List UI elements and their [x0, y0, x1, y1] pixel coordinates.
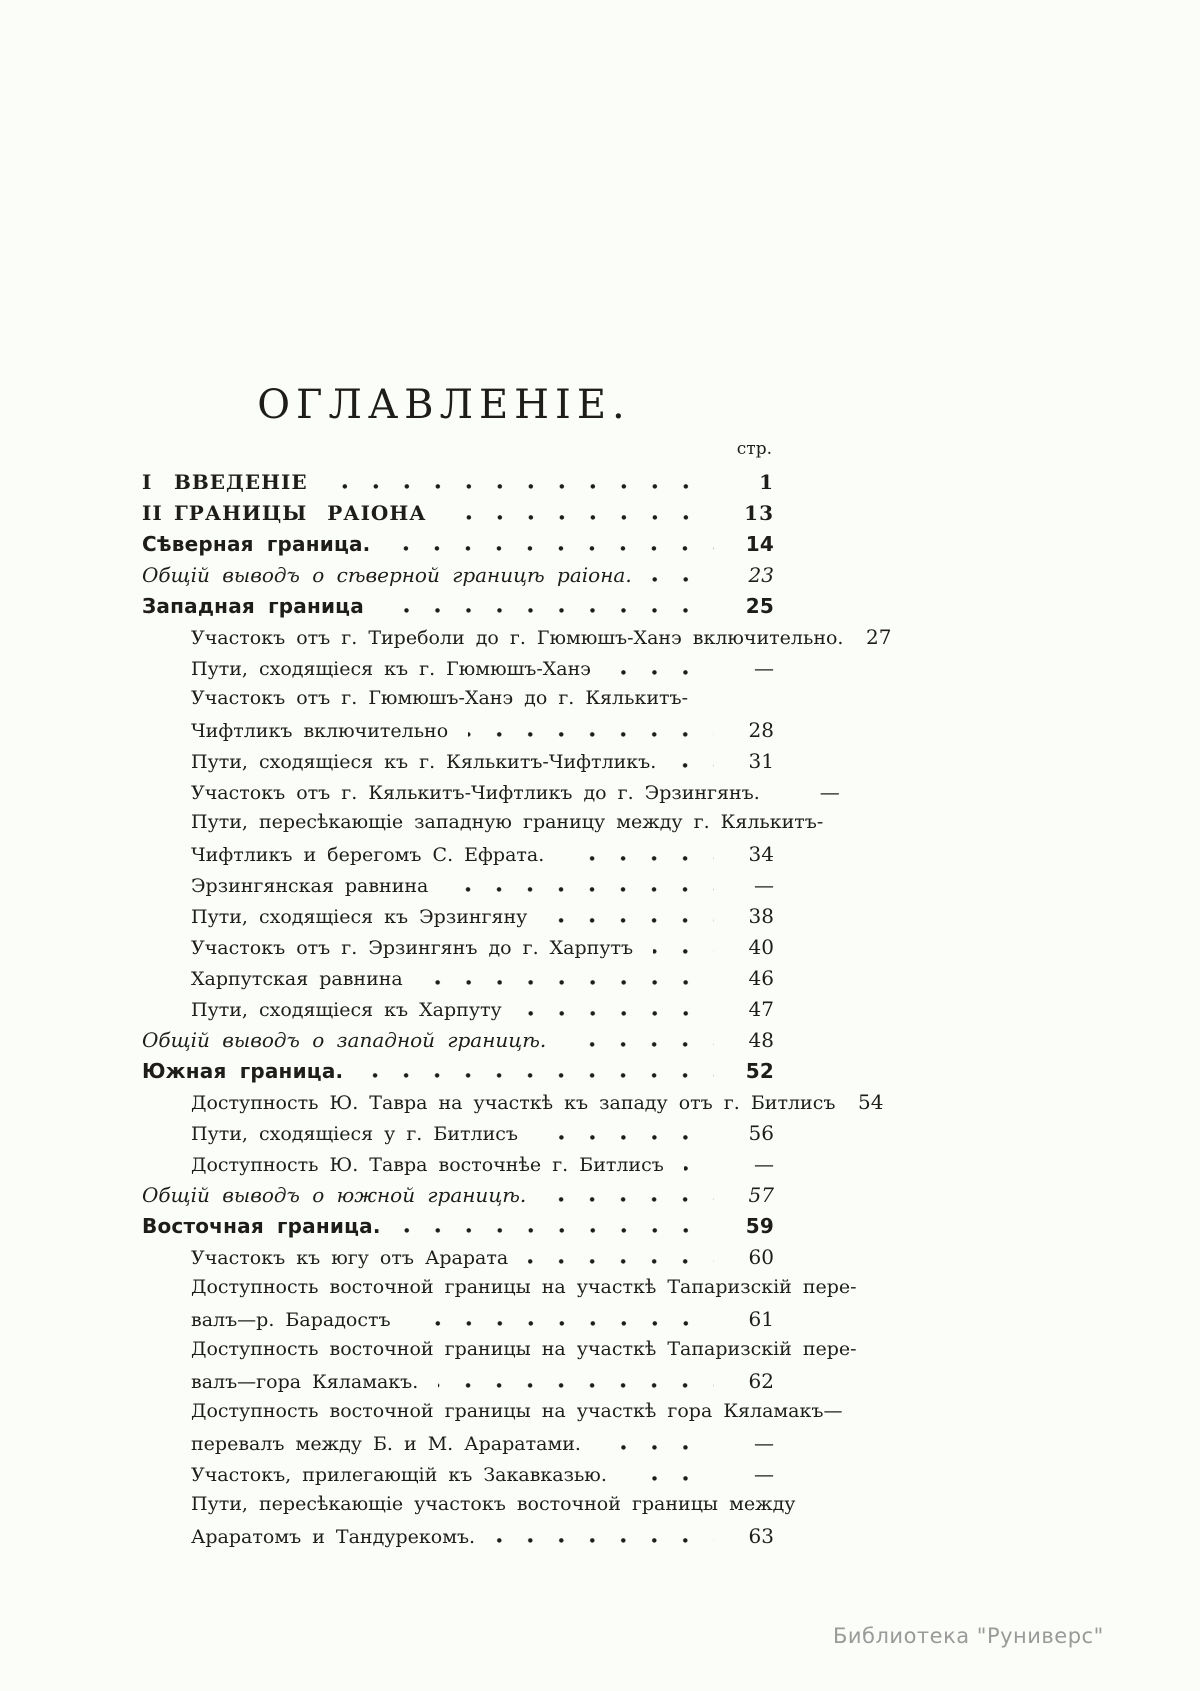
toc-row [142, 470, 774, 501]
toc-entry-text: валъ—гора Кяламакъ. [191, 1371, 419, 1393]
toc-row [142, 594, 774, 625]
toc-page-number: — [754, 1152, 774, 1176]
toc-entry-text: Доступность восточной границы на участкѣ Тапаризскій пере- [191, 1276, 857, 1298]
toc-row [142, 873, 774, 904]
dot-leader [653, 949, 714, 954]
toc-row [142, 1369, 774, 1400]
dot-leader [627, 1476, 714, 1481]
toc-entry-text: Араратомъ и Тандурекомъ. [191, 1526, 476, 1548]
dot-leader [566, 1042, 714, 1047]
toc-row [142, 718, 774, 749]
dot-leader [611, 670, 714, 675]
dot-leader [684, 1166, 714, 1171]
toc-entry-text: Общій выводъ о западной границѣ. [142, 1028, 547, 1052]
dot-leader [438, 1383, 714, 1388]
toc-entry-text: Доступность Ю. Тавра восточнѣе г. Битлисъ [191, 1154, 664, 1176]
toc-row [142, 1059, 774, 1090]
toc-entry-text: Южная граница. [142, 1059, 344, 1083]
toc-page-number: 60 [748, 1245, 774, 1269]
toc-entry-text: Участокъ отъ г. Эрзингянъ до г. Харпутъ [191, 937, 634, 959]
toc-entry-text: Доступность восточной границы на участкѣ гора Кяламакъ— [191, 1400, 843, 1422]
dot-leader [601, 1445, 714, 1450]
toc-row [142, 997, 774, 1028]
table-of-contents [142, 470, 892, 1555]
toc-page-number: 46 [748, 966, 774, 990]
toc-entry-text: Общій выводъ о сѣверной границѣ раіона. [142, 563, 632, 587]
toc-page-number: 1 [759, 470, 774, 494]
page-title: ОГЛАВЛЕНІЕ. [257, 382, 631, 428]
dot-leader [468, 732, 714, 737]
dot-leader [495, 1538, 714, 1543]
toc-page-number: — [754, 656, 774, 680]
toc-page-number: 47 [748, 997, 774, 1021]
dot-leader [528, 1259, 714, 1264]
toc-row [142, 1183, 774, 1214]
toc-row [142, 1493, 796, 1524]
toc-page-number: 63 [748, 1524, 774, 1548]
toc-row [142, 842, 774, 873]
toc-entry-text: Пути, сходящіеся къ г. Гюмюшъ-Ханэ [191, 658, 591, 680]
toc-entry-text: Западная граница [142, 594, 364, 618]
dot-leader [522, 1011, 714, 1016]
toc-page-number: 59 [745, 1214, 774, 1238]
dot-leader [447, 515, 714, 520]
toc-page-number: 31 [748, 749, 774, 773]
toc-page-number: — [754, 1431, 774, 1455]
toc-entry-text: Пути, пересѣкающіе западную границу между г. Кялькитъ- [191, 811, 824, 833]
dot-leader [546, 1197, 714, 1202]
dot-leader [411, 1321, 714, 1326]
toc-page-number: 13 [744, 501, 774, 525]
watermark: Библиотека "Руниверс" [833, 1624, 1104, 1648]
toc-row [142, 935, 774, 966]
toc-row [142, 1245, 774, 1276]
toc-entry-text: Чифтликъ и берегомъ С. Ефрата. [191, 844, 545, 866]
toc-row [142, 563, 774, 594]
toc-row [142, 1400, 843, 1431]
toc-entry-text: Доступность Ю. Тавра на участкѣ къ западу отъ г. Битлисъ [191, 1092, 836, 1114]
page-column-header: стр. [736, 439, 772, 459]
toc-row [142, 1338, 857, 1369]
dot-leader [384, 608, 714, 613]
toc-entry-text: Участокъ, прилегающій къ Закавказью. [191, 1464, 607, 1486]
toc-page-number: — [754, 1462, 774, 1486]
toc-entry-text: Пути, пересѣкающіе участокъ восточной границы между [191, 1493, 796, 1515]
toc-entry-text: ВВЕДЕНІЕ [174, 470, 308, 494]
toc-entry-text: Чифтликъ включительно [191, 720, 449, 742]
toc-page-number: 25 [745, 594, 774, 618]
toc-row [142, 1462, 774, 1493]
toc-row [142, 501, 774, 532]
toc-row [142, 656, 774, 687]
toc-page-number: 52 [745, 1059, 774, 1083]
toc-page-number: — [819, 780, 840, 804]
toc-entry-text: Общій выводъ о южной границѣ. [142, 1183, 527, 1207]
dot-leader [390, 546, 714, 551]
page-content [142, 0, 892, 1555]
toc-row [142, 1524, 774, 1555]
dot-leader [423, 980, 714, 985]
toc-row [142, 1152, 774, 1183]
toc-row [142, 1431, 774, 1462]
toc-page-number: 48 [748, 1028, 774, 1052]
dot-leader [652, 577, 714, 582]
toc-page-number: 27 [866, 625, 892, 649]
toc-row [142, 811, 824, 842]
toc-entry-text: Пути, сходящіеся у г. Битлисъ [191, 1123, 518, 1145]
dot-leader [363, 1073, 714, 1078]
toc-page-number: 57 [748, 1183, 774, 1207]
toc-row [142, 1307, 774, 1338]
toc-entry-text: Сѣверная граница. [142, 532, 371, 556]
toc-page-number: 61 [748, 1307, 774, 1331]
toc-entry-text: Участокъ отъ г. Тиреболи до г. Гюмюшъ-Ханэ включительно. [191, 627, 844, 649]
toc-entry-text: Пути, сходящіеся къ Харпуту [191, 999, 502, 1021]
dot-leader [401, 1228, 714, 1233]
toc-section-numeral: II [142, 501, 163, 525]
toc-entry-text: Участокъ отъ г. Гюмюшъ-Ханэ до г. Кялькитъ- [191, 687, 689, 709]
toc-page-number: — [754, 873, 774, 897]
toc-page-number: 38 [748, 904, 774, 928]
toc-row [142, 687, 774, 718]
toc-entry-text: Доступность восточной границы на участкѣ Тапаризскій пере- [191, 1338, 857, 1360]
toc-row [142, 749, 774, 780]
toc-entry-text: Харпутская равнина [191, 968, 403, 990]
toc-entry-text: Восточная граница. [142, 1214, 381, 1238]
toc-entry-text: Эрзингянская равнина [191, 875, 429, 897]
toc-page-number: 40 [748, 935, 774, 959]
dot-leader [538, 1135, 714, 1140]
toc-page-number: 34 [748, 842, 774, 866]
toc-page-number: 62 [748, 1369, 774, 1393]
toc-page-number: 23 [748, 563, 774, 587]
toc-row [142, 904, 774, 935]
toc-row [142, 1276, 857, 1307]
toc-row [142, 1214, 774, 1245]
toc-row [142, 532, 774, 563]
toc-entry-text: Участокъ къ югу отъ Арарата [191, 1247, 509, 1269]
toc-row [142, 1121, 774, 1152]
toc-entry-text: перевалъ между Б. и М. Араратами. [191, 1433, 581, 1455]
toc-entry-text: валъ—р. Барадостъ [191, 1309, 391, 1331]
toc-row [142, 780, 840, 811]
toc-entry-text: Пути, сходящіеся къ г. Кялькитъ-Чифтликъ. [191, 751, 657, 773]
dot-leader [547, 918, 714, 923]
toc-page-number: 56 [748, 1121, 774, 1145]
toc-page-number: 28 [748, 718, 774, 742]
toc-entry-text: Участокъ отъ г. Кялькитъ-Чифтликъ до г. Эрзингянъ. [191, 782, 760, 804]
toc-row [142, 966, 774, 997]
dot-leader [564, 856, 714, 861]
toc-page-number: 14 [745, 532, 774, 556]
toc-entry-text: ГРАНИЦЫ РАІОНА [174, 501, 427, 525]
toc-row [142, 1090, 884, 1121]
toc-section-numeral: I [142, 470, 153, 494]
toc-row [142, 625, 892, 656]
toc-entry-text: Пути, сходящіеся къ Эрзингяну [191, 906, 528, 928]
dot-leader [676, 763, 714, 768]
toc-row [142, 1028, 774, 1059]
dot-leader [448, 887, 714, 892]
toc-page-number: 54 [857, 1090, 884, 1114]
dot-leader [328, 484, 714, 489]
